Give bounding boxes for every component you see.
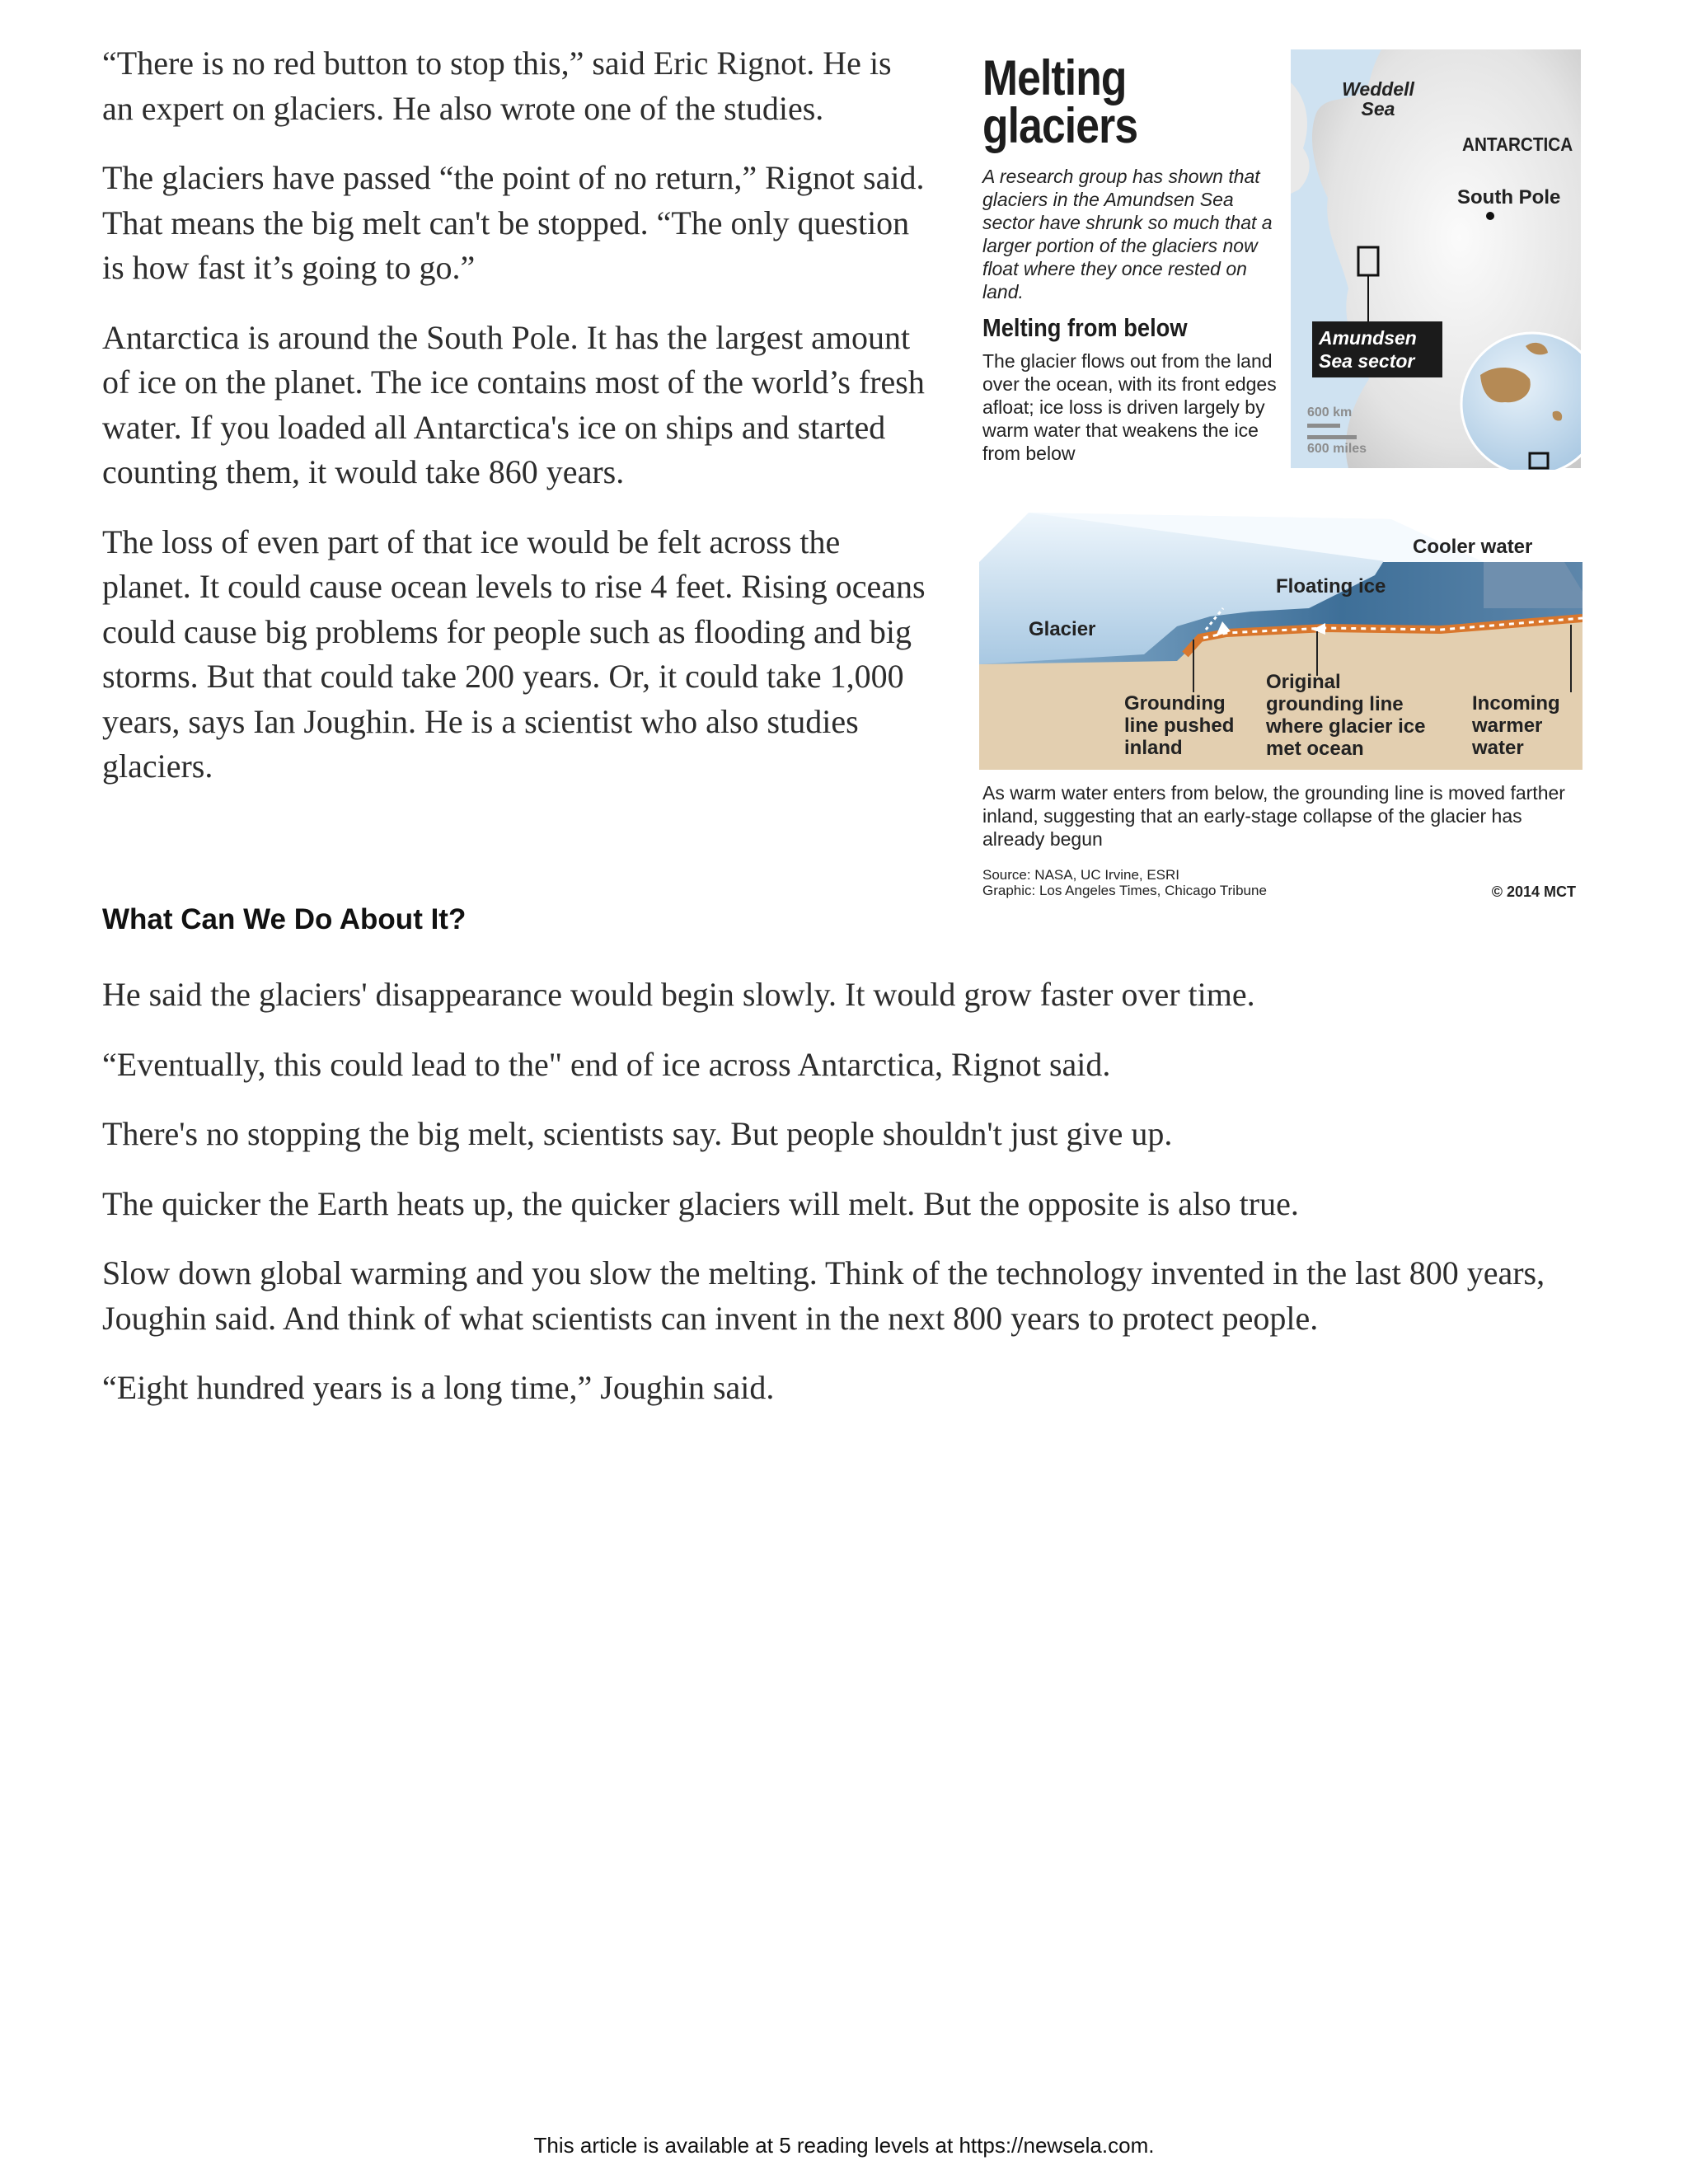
melting-glaciers-infographic: [979, 43, 1582, 908]
graphic-copyright: © 2014 MCT: [1491, 883, 1576, 900]
incoming-warm-water-label: [1472, 692, 1560, 759]
label-line: warmer: [1472, 715, 1543, 737]
floating-ice-label: Floating ice: [1276, 575, 1386, 598]
paragraph: Slow down global warming and you slow the melting. Think of the technology invented in the last 800 years, Joughin said. And think of what scientists can invent in the next 800 years to protect people.: [102, 1254, 1545, 1337]
map-label-line: Amundsen: [1319, 327, 1417, 349]
label-line: Original: [1266, 671, 1341, 693]
glacier-cross-section: [979, 485, 1582, 770]
credit-line: Graphic: Los Angeles Times, Chicago Tribune: [982, 883, 1267, 898]
article-left-column: [102, 41, 926, 814]
label-line: grounding line: [1266, 693, 1404, 715]
graphic-title-line: Melting: [982, 50, 1127, 105]
paragraph: The quicker the Earth heats up, the quicker glaciers will melt. But the opposite is also true.: [102, 1184, 1299, 1222]
paragraph: The glaciers have passed “the point of no return,” Rignot said. That means the big melt can't be stopped. “The only question is how fast it’s going to go.”: [102, 159, 925, 286]
map-label-line: Sea sector: [1319, 350, 1415, 372]
original-grounding-label: [1266, 671, 1425, 760]
label-line: line pushed: [1124, 715, 1235, 737]
map-label-line: Weddell: [1342, 78, 1414, 100]
paragraph: “Eight hundred years is a long time,” Joughin said.: [102, 1369, 775, 1406]
label-line: met ocean: [1266, 738, 1364, 760]
paragraph: He said the glaciers' disappearance would begin slowly. It would grow faster over time.: [102, 976, 1255, 1013]
section-heading: What Can We Do About It?: [102, 903, 467, 935]
paragraph: “There is no red button to stop this,” said Eric Rignot. He is an expert on glaciers. He also wrote one of the studies.: [102, 45, 892, 127]
amundsen-sea-label: [1319, 326, 1417, 373]
paragraph: The loss of even part of that ice would be felt across the planet. It could cause ocean levels to rise 4 feet. Rising oceans could cause big problems for people such as flooding and big storms. But that could take 200 years. Or, it could take 1,000 years, says Ian Joughin. He is a scientist who also studies glaciers.: [102, 523, 926, 785]
scale-km-label: 600 km: [1307, 405, 1353, 419]
map-label-line: Sea: [1361, 98, 1395, 120]
grounding-pushed-label: [1124, 692, 1234, 759]
graphic-caption: As warm water enters from below, the grounding line is moved farther inland, suggesting that an early-stage collapse of the glacier has already begun: [982, 782, 1565, 850]
paragraph: There's no stopping the big melt, scientists say. But people shouldn't just give up.: [102, 1115, 1173, 1152]
graphic-title: [982, 50, 1138, 153]
glacier-label: Glacier: [1029, 618, 1096, 640]
antarctica-map: [1291, 49, 1581, 470]
graphic-subtitle: Melting from below: [982, 313, 1188, 342]
label-line: where glacier ice: [1266, 715, 1426, 738]
weddell-sea-label: [1339, 79, 1418, 119]
paragraph: Antarctica is around the South Pole. It has the largest amount of ice on the planet. The ice contains most of the world’s fresh water. If you loaded all Antarctica's ice on ships and started counting them, it would take 860 years.: [102, 318, 925, 490]
graphic-source: [982, 867, 1267, 898]
page-footer: This article is available at 5 reading levels at https://newsela.com.: [533, 2133, 1155, 2158]
article-full-width-text: [102, 972, 1594, 1436]
graphic-title-line: glaciers: [982, 98, 1138, 153]
south-pole-label: South Pole: [1457, 186, 1561, 209]
graphic-description: The glacier flows out from the land over the ocean, with its front edges afloat; ice loss is driven largely by warm water that weakens the ice from below: [982, 350, 1277, 464]
source-line: Source: NASA, UC Irvine, ESRI: [982, 867, 1180, 883]
label-line: inland: [1124, 737, 1183, 759]
paragraph: “Eventually, this could lead to the" end of ice across Antarctica, Rignot said.: [102, 1045, 1111, 1083]
label-line: Incoming: [1472, 692, 1560, 715]
cooler-water-label: Cooler water: [1413, 536, 1533, 558]
graphic-intro: A research group has shown that glaciers in the Amundsen Sea sector have shrunk so much that a larger portion of the glaciers now float where they once rested on land.: [982, 166, 1273, 302]
scale-miles-label: 600 miles: [1307, 442, 1367, 456]
antarctica-label: ANTARCTICA: [1462, 134, 1573, 155]
label-line: Grounding: [1124, 692, 1226, 715]
label-line: water: [1472, 737, 1524, 759]
